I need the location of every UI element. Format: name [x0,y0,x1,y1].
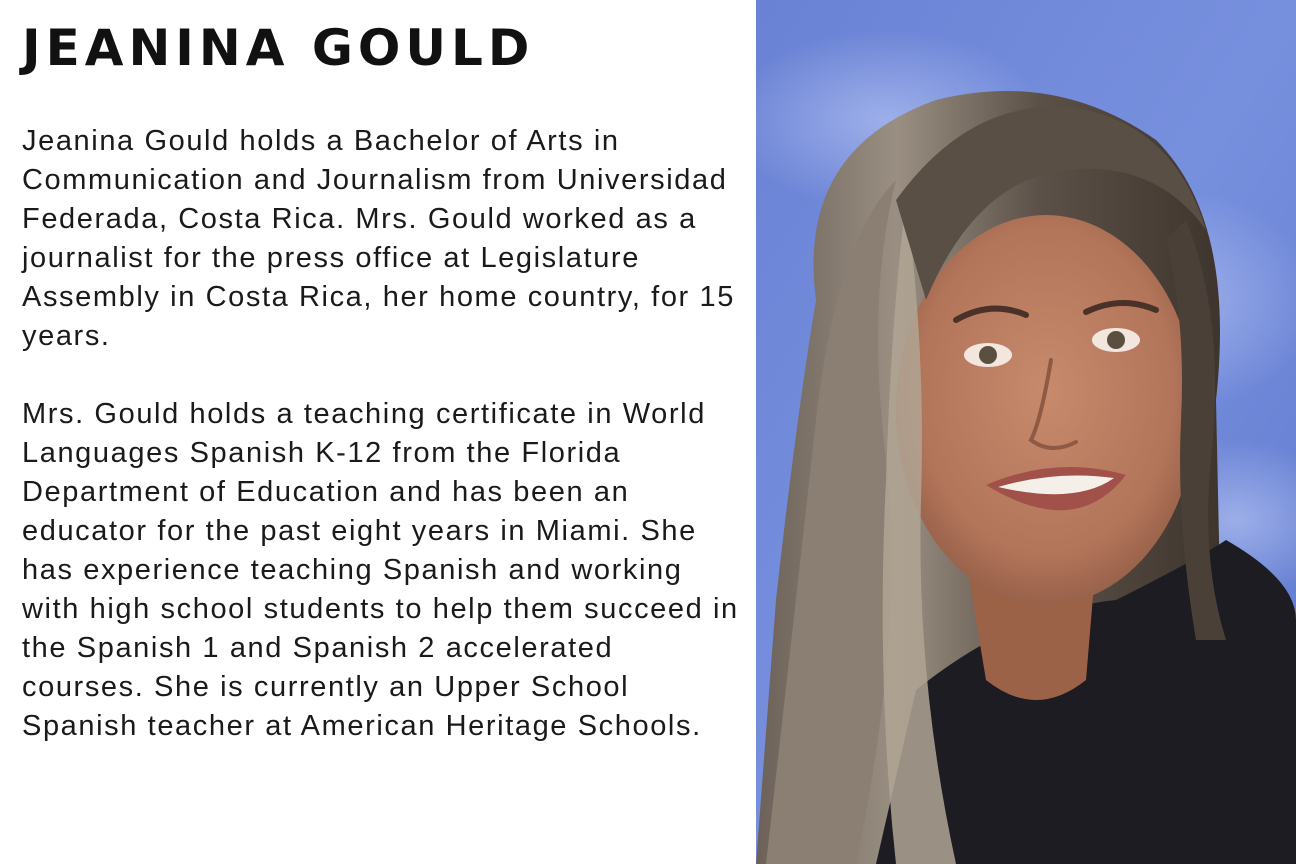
bio-text-column [22,18,742,785]
portrait-photo [756,0,1296,864]
bio-paragraph-2: Mrs. Gould holds a teaching certificate in World Languages Spanish K-12 from the Florida Department of Education and has been an educator for the past eight years in Miami. She has experience teaching Spanish and working with high school students to help them succeed in the Spanish 1 and Spanish 2 accelerated courses. She is currently an Upper School Spanish teacher at American Heritage Schools. [22,398,739,742]
bio-paragraph-1: Jeanina Gould holds a Bachelor of Arts in Communication and Journalism from Universidad Federada, Costa Rica. Mrs. Gould worked as a journalist for the press office at Legislature Assembly in Costa Rica, her home country, for 15 years. [22,125,735,352]
person-name-heading: JEANINA GOULD [22,19,535,77]
biography [22,122,742,746]
